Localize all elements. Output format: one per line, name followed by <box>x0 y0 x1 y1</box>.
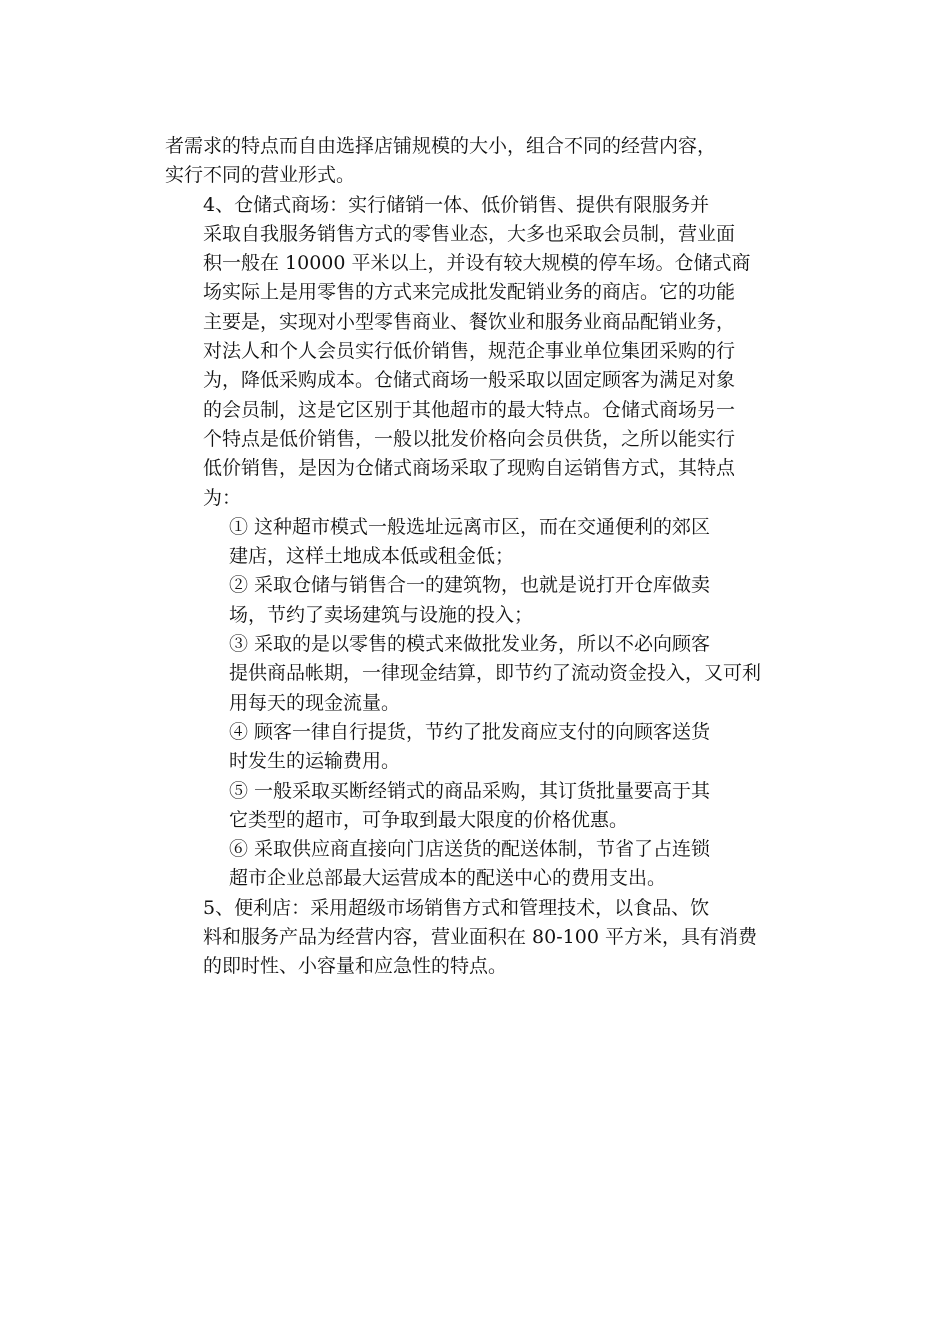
text-line: ② 采取仓储与销售合一的建筑物，也就是说打开仓库做卖 <box>229 574 711 597</box>
list-item-1 <box>165 513 790 572</box>
text-line: ① 这种超市模式一般选址远离市区，而在交通便利的郊区 <box>229 515 711 538</box>
text-line: 料和服务产品为经营内容，营业面积在 80-100 平方米，具有消费 <box>203 926 757 949</box>
list-item-4 <box>165 718 790 777</box>
list-item-5 <box>165 777 790 836</box>
text-line: 主要是，实现对小型零售商业、餐饮业和服务业商品配销业务， <box>203 310 736 333</box>
text-line: 积一般在 10000 平米以上，并设有较大规模的停车场。仓储式商 <box>203 252 751 275</box>
text-line: 用每天的现金流量。 <box>229 691 401 714</box>
list-item-6 <box>165 835 790 894</box>
text-line: 为，降低采购成本。仓储式商场一般采取以固定顾客为满足对象 <box>203 369 736 392</box>
text-line: 的即时性、小容量和应急性的特点。 <box>203 955 508 978</box>
text-line: 者需求的特点而自由选择店铺规模的大小，组合不同的经营内容， <box>165 135 717 157</box>
text-line: 采取自我服务销售方式的零售业态，大多也采取会员制，营业面 <box>203 222 736 245</box>
text-line: ④ 顾客一律自行提货，节约了批发商应支付的向顾客送货 <box>229 720 711 743</box>
text-line: 建店，这样土地成本低或租金低； <box>229 545 515 568</box>
paragraph-continuation <box>165 132 790 191</box>
text-line: 它类型的超市，可争取到最大限度的价格优惠。 <box>229 808 629 831</box>
text-line: ⑥ 采取供应商直接向门店送货的配送体制，节省了占连锁 <box>229 838 711 861</box>
text-line: 对法人和个人会员实行低价销售，规范企事业单位集团采购的行 <box>203 340 736 363</box>
text-line: 实行不同的营业形式。 <box>165 164 356 187</box>
text-line: ⑤ 一般采取买断经销式的商品采购，其订货批量要高于其 <box>229 779 711 802</box>
text-line: 为： <box>203 486 242 509</box>
text-line: 低价销售，是因为仓储式商场采取了现购自运销售方式，其特点 <box>203 457 736 480</box>
text-line: 场，节约了卖场建筑与设施的投入； <box>229 603 534 626</box>
text-line: 4、仓储式商场：实行储销一体、低价销售、提供有限服务并 <box>203 193 710 216</box>
text-line: 时发生的运输费用。 <box>229 750 401 773</box>
text-line: 场实际上是用零售的方式来完成批发配销业务的商店。它的功能 <box>203 281 736 304</box>
text-line: 的会员制，这是它区别于其他超市的最大特点。仓储式商场另一 <box>203 398 736 421</box>
text-line: 5、便利店：采用超级市场销售方式和管理技术，以食品、饮 <box>203 896 710 919</box>
text-line: 个特点是低价销售，一般以批发价格向会员供货，之所以能实行 <box>203 427 736 450</box>
text-line: ③ 采取的是以零售的模式来做批发业务，所以不必向顾客 <box>229 633 711 656</box>
document-body <box>165 132 790 982</box>
paragraph-convenience-store <box>165 894 790 982</box>
list-item-3 <box>165 630 790 718</box>
list-item-2 <box>165 571 790 630</box>
text-line: 超市企业总部最大运营成本的配送中心的费用支出。 <box>229 867 667 890</box>
text-line: 提供商品帐期，一律现金结算，即节约了流动资金投入，又可利 <box>229 662 762 685</box>
paragraph-warehouse-store <box>165 191 790 513</box>
